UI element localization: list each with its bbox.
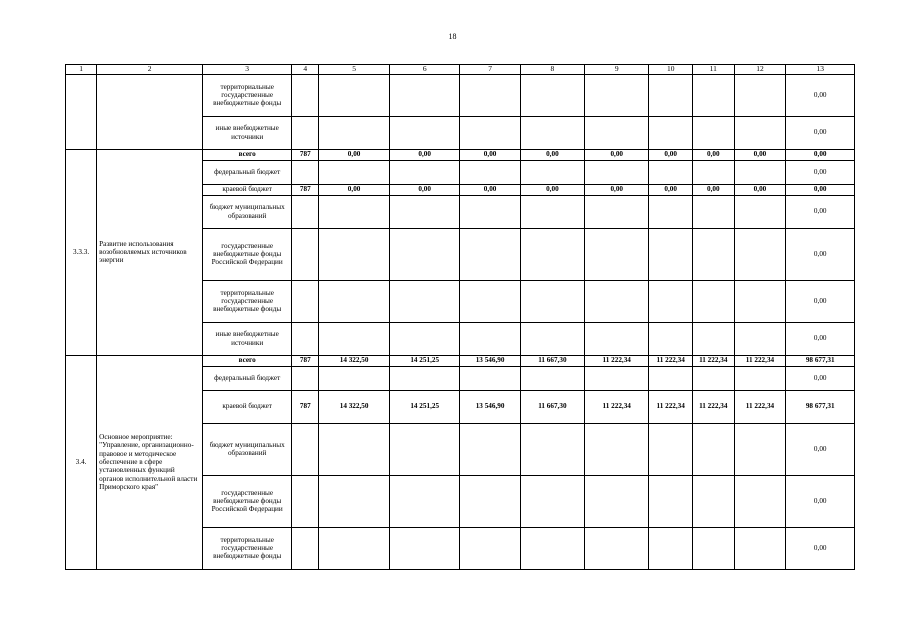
value-cell	[649, 228, 693, 280]
value-cell	[520, 366, 584, 390]
value-cell	[520, 195, 584, 228]
value-cell	[460, 195, 520, 228]
value-cell	[585, 475, 649, 527]
value-cell	[389, 423, 460, 475]
value-cell	[693, 116, 735, 149]
value-cell	[734, 160, 786, 184]
value-cell	[585, 322, 649, 355]
value-cell	[520, 322, 584, 355]
source-cell: краевой бюджет	[203, 184, 292, 195]
value-cell: 14 322,50	[319, 355, 390, 366]
value-cell	[389, 366, 460, 390]
table-row	[66, 74, 855, 116]
value-cell	[520, 475, 584, 527]
value-cell: 0,00	[734, 184, 786, 195]
value-cell	[520, 228, 584, 280]
value-cell	[292, 475, 319, 527]
value-cell	[734, 116, 786, 149]
value-cell	[693, 160, 735, 184]
value-cell: 11 222,34	[734, 390, 786, 423]
value-cell	[389, 195, 460, 228]
row-name: Развитие использования возобновляемых источников энергии	[97, 149, 203, 355]
value-cell: 0,00	[319, 149, 390, 160]
value-cell: 11 222,34	[693, 355, 735, 366]
value-cell: 0,00	[389, 149, 460, 160]
value-cell: 11 222,34	[585, 355, 649, 366]
value-cell: 14 251,25	[389, 390, 460, 423]
source-cell: иные внебюджетные источники	[203, 322, 292, 355]
column-header: 4	[292, 65, 319, 75]
value-cell	[649, 74, 693, 116]
value-cell: 0,00	[520, 149, 584, 160]
value-cell	[292, 195, 319, 228]
column-header: 1	[66, 65, 97, 75]
column-header: 3	[203, 65, 292, 75]
total-cell: 0,00	[786, 322, 855, 355]
value-cell	[734, 475, 786, 527]
value-cell	[292, 116, 319, 149]
value-cell	[693, 527, 735, 569]
value-cell	[292, 160, 319, 184]
value-cell	[292, 527, 319, 569]
value-cell: 14 251,25	[389, 355, 460, 366]
value-cell: 0,00	[649, 184, 693, 195]
value-cell: 0,00	[585, 184, 649, 195]
value-cell	[693, 228, 735, 280]
value-cell	[734, 322, 786, 355]
value-cell: 11 667,30	[520, 390, 584, 423]
value-cell	[693, 74, 735, 116]
total-cell: 0,00	[786, 475, 855, 527]
budget-table	[65, 64, 855, 570]
column-header: 12	[734, 65, 786, 75]
value-cell	[460, 527, 520, 569]
source-cell: государственные внебюджетные фонды Российской Федерации	[203, 228, 292, 280]
total-cell: 0,00	[786, 423, 855, 475]
source-cell: иные внебюджетные источники	[203, 116, 292, 149]
source-cell: бюджет муниципальных образований	[203, 423, 292, 475]
source-cell: территориальные государственные внебюджетные фонды	[203, 74, 292, 116]
value-cell: 11 222,34	[649, 355, 693, 366]
value-cell	[649, 195, 693, 228]
value-cell	[693, 475, 735, 527]
total-cell: 0,00	[786, 527, 855, 569]
row-name	[97, 74, 203, 149]
value-cell	[460, 74, 520, 116]
source-cell: территориальные государственные внебюджетные фонды	[203, 280, 292, 322]
value-cell	[693, 195, 735, 228]
total-cell: 98 677,31	[786, 355, 855, 366]
row-number: 3.4.	[66, 355, 97, 569]
source-cell: бюджет муниципальных образований	[203, 195, 292, 228]
value-cell	[319, 280, 390, 322]
value-cell	[585, 228, 649, 280]
table-row	[66, 355, 855, 366]
column-header: 10	[649, 65, 693, 75]
value-cell: 0,00	[460, 149, 520, 160]
value-cell	[585, 280, 649, 322]
column-header: 6	[389, 65, 460, 75]
source-cell: государственные внебюджетные фонды Российской Федерации	[203, 475, 292, 527]
value-cell	[585, 160, 649, 184]
value-cell	[693, 423, 735, 475]
value-cell: 13 546,90	[460, 390, 520, 423]
value-cell	[693, 322, 735, 355]
value-cell	[319, 74, 390, 116]
value-cell	[319, 366, 390, 390]
column-header: 9	[585, 65, 649, 75]
total-cell: 0,00	[786, 366, 855, 390]
value-cell: 787	[292, 149, 319, 160]
value-cell: 0,00	[585, 149, 649, 160]
value-cell	[460, 366, 520, 390]
value-cell	[389, 527, 460, 569]
value-cell	[292, 228, 319, 280]
value-cell	[319, 195, 390, 228]
value-cell	[292, 423, 319, 475]
value-cell	[460, 228, 520, 280]
value-cell: 0,00	[649, 149, 693, 160]
value-cell	[319, 228, 390, 280]
page-number: 18	[448, 32, 457, 41]
value-cell	[389, 116, 460, 149]
value-cell	[649, 116, 693, 149]
column-header: 8	[520, 65, 584, 75]
value-cell: 0,00	[734, 149, 786, 160]
total-cell: 0,00	[786, 195, 855, 228]
value-cell	[649, 475, 693, 527]
value-cell	[520, 160, 584, 184]
value-cell	[389, 228, 460, 280]
source-cell: федеральный бюджет	[203, 160, 292, 184]
total-cell: 0,00	[786, 280, 855, 322]
value-cell	[460, 423, 520, 475]
value-cell: 0,00	[389, 184, 460, 195]
value-cell	[734, 280, 786, 322]
column-header: 11	[693, 65, 735, 75]
value-cell	[319, 527, 390, 569]
total-cell: 0,00	[786, 160, 855, 184]
value-cell: 787	[292, 390, 319, 423]
source-cell: всего	[203, 355, 292, 366]
value-cell: 787	[292, 355, 319, 366]
value-cell: 787	[292, 184, 319, 195]
value-cell	[460, 322, 520, 355]
source-cell: всего	[203, 149, 292, 160]
value-cell	[389, 74, 460, 116]
value-cell	[319, 322, 390, 355]
source-cell: федеральный бюджет	[203, 366, 292, 390]
value-cell	[520, 280, 584, 322]
value-cell	[319, 160, 390, 184]
value-cell: 0,00	[520, 184, 584, 195]
value-cell	[649, 280, 693, 322]
value-cell	[460, 160, 520, 184]
value-cell	[734, 423, 786, 475]
value-cell: 11 222,34	[585, 390, 649, 423]
value-cell	[520, 423, 584, 475]
value-cell	[520, 116, 584, 149]
value-cell: 0,00	[319, 184, 390, 195]
value-cell	[460, 475, 520, 527]
value-cell	[734, 195, 786, 228]
value-cell	[292, 366, 319, 390]
total-cell: 0,00	[786, 116, 855, 149]
value-cell: 11 222,34	[693, 390, 735, 423]
value-cell	[460, 280, 520, 322]
value-cell	[585, 74, 649, 116]
value-cell	[292, 322, 319, 355]
row-name: Основное мероприятие: "Управление, организационно-правовое и методическое обеспечение в сфере установленных функций органов исполнительной власти Приморского края"	[97, 355, 203, 569]
value-cell	[585, 116, 649, 149]
value-cell: 0,00	[460, 184, 520, 195]
total-cell: 0,00	[786, 149, 855, 160]
source-cell: территориальные государственные внебюджетные фонды	[203, 527, 292, 569]
column-header: 7	[460, 65, 520, 75]
value-cell	[520, 527, 584, 569]
value-cell	[520, 74, 584, 116]
value-cell: 14 322,50	[319, 390, 390, 423]
total-cell: 98 677,31	[786, 390, 855, 423]
table-row	[66, 149, 855, 160]
value-cell	[649, 366, 693, 390]
value-cell	[734, 228, 786, 280]
value-cell	[585, 423, 649, 475]
value-cell	[292, 280, 319, 322]
source-cell: краевой бюджет	[203, 390, 292, 423]
value-cell	[585, 195, 649, 228]
row-number: 3.3.3.	[66, 149, 97, 355]
total-cell: 0,00	[786, 228, 855, 280]
value-cell	[389, 280, 460, 322]
value-cell	[319, 116, 390, 149]
value-cell: 11 222,34	[734, 355, 786, 366]
value-cell	[693, 366, 735, 390]
column-header: 2	[97, 65, 203, 75]
row-number	[66, 74, 97, 149]
value-cell: 0,00	[693, 184, 735, 195]
value-cell	[693, 280, 735, 322]
value-cell	[292, 74, 319, 116]
value-cell	[319, 423, 390, 475]
value-cell: 13 546,90	[460, 355, 520, 366]
value-cell	[319, 475, 390, 527]
value-cell	[585, 527, 649, 569]
value-cell: 0,00	[693, 149, 735, 160]
value-cell	[734, 74, 786, 116]
column-header: 5	[319, 65, 390, 75]
value-cell	[389, 475, 460, 527]
value-cell	[649, 423, 693, 475]
value-cell: 11 667,30	[520, 355, 584, 366]
value-cell	[734, 366, 786, 390]
value-cell: 11 222,34	[649, 390, 693, 423]
value-cell	[389, 160, 460, 184]
column-header: 13	[786, 65, 855, 75]
total-cell: 0,00	[786, 74, 855, 116]
column-header-row	[66, 65, 855, 75]
value-cell	[649, 322, 693, 355]
value-cell	[389, 322, 460, 355]
value-cell	[649, 160, 693, 184]
value-cell	[649, 527, 693, 569]
value-cell	[734, 527, 786, 569]
total-cell: 0,00	[786, 184, 855, 195]
value-cell	[460, 116, 520, 149]
value-cell	[585, 366, 649, 390]
